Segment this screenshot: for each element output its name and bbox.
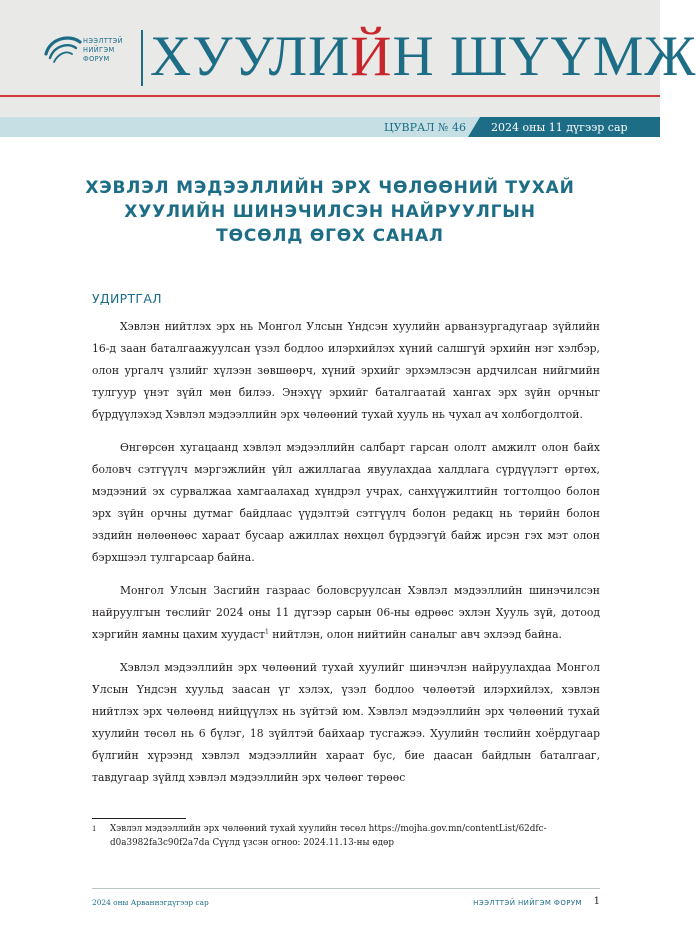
publication-title-highlight: Й [350, 25, 393, 88]
footnote-reference[interactable]: 1 [265, 628, 269, 636]
footnote-number: 1 [92, 825, 97, 833]
series-number: ЦУВРАЛ № 46 [384, 121, 466, 134]
document-title-line: ТӨСӨЛД ӨГӨХ САНАЛ [216, 226, 444, 246]
paragraph: Хэвлэл мэдээллийн эрх чөлөөний тухай хуулийг шинэчлэн найруулахдаа Монгол Улсын Үндсэн хуульд заасан үг хэлэх, үзэл бодлоо чөлөөтэй илэрхийлэх, хэвлэн нийтлэх эрх чөлөөнд нийцүүлэх нь зүйтэй юм. Хэвлэл мэдээллийн эрх чөлөөний тухай хуулийн төсөл нь 6 бүлэг, 18 зүйлтэй байхаар тусгажээ. Хуулийн төслийн хоёрдугаар бүлгийн хүрээнд хэвлэл мэдээллийн хараат бус, бие даасан байдлын баталгааг, тавдугаар зүйлд хэвлэл мэдээллийн эрх чөлөөг төрөөс [92, 661, 600, 784]
document-title [60, 176, 600, 248]
header-accent-line [0, 95, 660, 97]
section-heading: УДИРТГАЛ [92, 291, 162, 306]
footer-divider [92, 888, 600, 889]
page-header [0, 0, 696, 118]
document-title-line: ХУУЛИЙН ШИНЭЧИЛСЭН НАЙРУУЛГЫН [124, 202, 536, 222]
paragraph: Хэвлэн нийтлэх эрх нь Монгол Улсын Үндсэн хуулийн арванзургадугаар зүйлийн 16-д заан баталгаажуулсан үзэл бодлоо илэрхийлэх хүний салшгүй эрхийн нэг хэлбэр, олон ургалч үзлийг хүлээн зөвшөөрч, хүний эрхийг эрхэмлэсэн ардчилсан нийгмийн тулгуур үнэт зүйл мөн билээ. Энэхүү эрхийг баталгаатай хангах эрх зүйн орчныг бүрдүүлэхэд Хэвлэл мэдээллийн эрх чөлөөний тухай хууль нь чухал ач холбогдолтой. [92, 320, 600, 421]
footnote [92, 822, 600, 850]
footer-date: 2024 оны Арваннэгдүгээр сар [92, 898, 209, 907]
paragraph [92, 580, 600, 646]
paragraph: Өнгөрсөн хугацаанд хэвлэл мэдээллийн салбарт гарсан ололт амжилт олон байх боловч сэтгүүлч мэргэжлийн үйл ажиллагаа явуулахдаа халдлага сүрдүүлэгт өртөх, мэдээний эх сурвалжаа хамгаалахад хүндрэл учрах, санхүүжилтийн тогтолцоо болон эрх зүйн орчны дутмаг байдлаас үүдэлтэй сэтгүүлч болон редакц нь төрийн болон эздийн нөлөөнөөс хараат бусаар ажиллах нөхцөл бүрдээгүй байж ирсэн гэх мэт олон бэрхшээл тулгарсаар байна. [92, 441, 600, 564]
footnote-divider [92, 818, 186, 819]
paragraph-text: нийтлэн, олон нийтийн саналыг авч эхлээд байна. [268, 628, 562, 641]
org-name-line: НЭЭЛТТЭЙ [83, 37, 123, 45]
page-number: 1 [593, 896, 600, 907]
body-text [92, 316, 600, 800]
publication-title-part: ХУУЛИ [150, 25, 351, 88]
document-title-line: ХЭВЛЭЛ МЭДЭЭЛЛИЙН ЭРХ ЧӨЛӨӨНИЙ ТУХАЙ [85, 178, 575, 198]
foundation-logo-icon [40, 30, 84, 74]
org-name-line: НИЙГЭМ [83, 46, 115, 54]
org-name-line: ФОРУМ [83, 55, 110, 63]
org-name [83, 37, 123, 64]
header-divider [141, 30, 143, 86]
issue-date: 2024 оны 11 дүгээр сар [491, 121, 628, 134]
footnote-text: Хэвлэл мэдээллийн эрх чөлөөний тухай хуулийн төсөл https://mojha.gov.mn/contentList/62dfc-d0a3982fa3c90f2a7da Сүүлд үзсэн огноо: 2024.11.13-ны өдөр [110, 824, 547, 848]
publication-title-part: Н ШҮҮМЖ [392, 25, 696, 88]
publication-title [150, 24, 696, 90]
footer-org: НЭЭЛТТЭЙ НИЙГЭМ ФОРУМ [473, 899, 582, 907]
paragraph-text: Монгол Улсын Засгийн газраас боловсруулсан Хэвлэл мэдээллийн шинэчилсэн найруулгын төслийг 2024 оны 11 дүгээр сарын 06-ны өдрөөс эхлэн Хууль зүй, дотоод хэргийн яамны цахим хуудаст [92, 584, 600, 641]
